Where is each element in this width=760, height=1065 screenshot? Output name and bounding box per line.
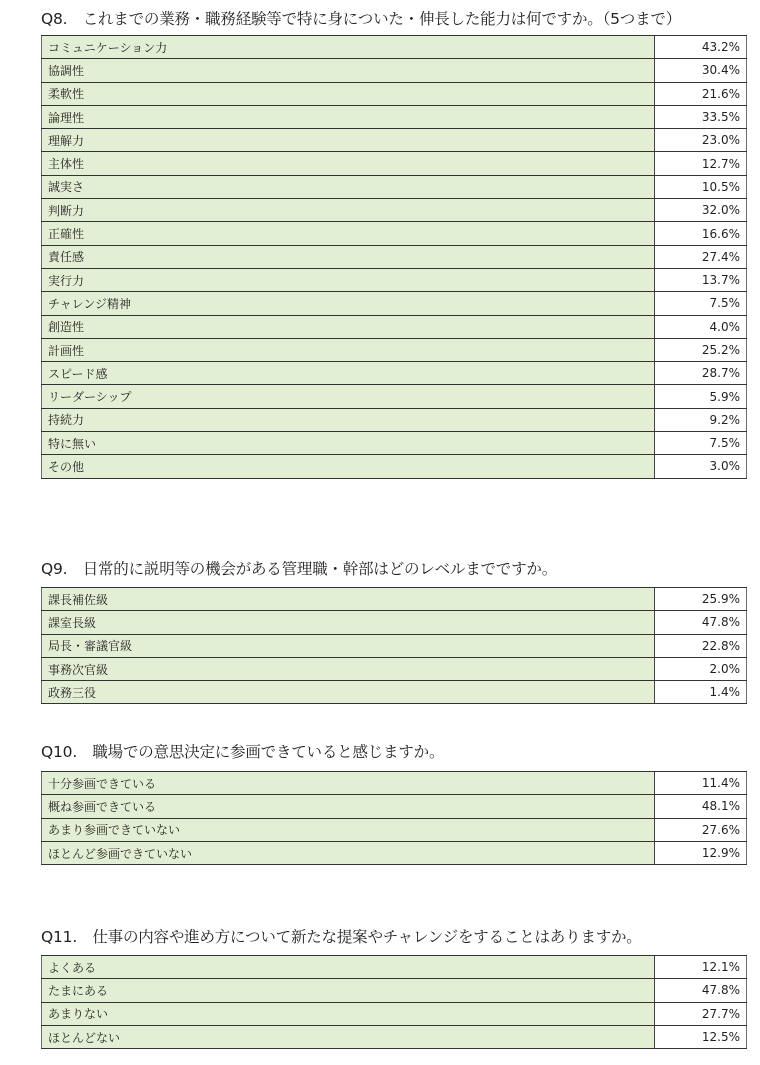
- option-percent: 16.6%: [655, 222, 747, 245]
- option-percent: 21.6%: [655, 82, 747, 105]
- table-row: [42, 408, 747, 431]
- table-row: [42, 432, 747, 455]
- table-row: [42, 175, 747, 198]
- option-percent: 12.7%: [655, 152, 747, 175]
- option-percent: 7.5%: [655, 292, 747, 315]
- option-percent: 23.0%: [655, 129, 747, 152]
- table-row: [42, 1025, 747, 1048]
- option-label: 創造性: [42, 315, 655, 338]
- option-percent: 47.8%: [655, 979, 747, 1002]
- option-label: 政務三役: [42, 681, 655, 704]
- option-label: 実行力: [42, 268, 655, 291]
- table-row: [42, 105, 747, 128]
- option-label: あまり参画できていない: [42, 818, 655, 841]
- table-row: [42, 385, 747, 408]
- option-percent: 9.2%: [655, 408, 747, 431]
- option-percent: 7.5%: [655, 432, 747, 455]
- option-label: 特に無い: [42, 432, 655, 455]
- option-percent: 13.7%: [655, 268, 747, 291]
- option-label: 責任感: [42, 245, 655, 268]
- table-row: [42, 362, 747, 385]
- option-label: チャレンジ精神: [42, 292, 655, 315]
- question-title: Q9. 日常的に説明等の機会がある管理職・幹部はどのレベルまでですか。: [41, 560, 557, 578]
- question-title: Q10. 職場での意思決定に参画できていると感じますか。: [41, 743, 445, 761]
- option-percent: 25.2%: [655, 338, 747, 361]
- option-label: よくある: [42, 956, 655, 979]
- option-percent: 22.8%: [655, 634, 747, 657]
- option-percent: 3.0%: [655, 455, 747, 478]
- option-label: その他: [42, 455, 655, 478]
- option-percent: 27.4%: [655, 245, 747, 268]
- option-label: ほとんどない: [42, 1025, 655, 1048]
- option-label: あまりない: [42, 1002, 655, 1025]
- question-title: Q11. 仕事の内容や進め方について新たな提案やチャレンジをすることはありますか。: [41, 928, 642, 946]
- option-label: 協調性: [42, 59, 655, 82]
- table-row: [42, 245, 747, 268]
- option-label: スピード感: [42, 362, 655, 385]
- table-row: [42, 841, 747, 864]
- option-percent: 43.2%: [655, 36, 747, 59]
- question-title: Q8. これまでの業務・職務経験等で特に身についた・伸長した能力は何ですか。（5つまで）: [41, 10, 681, 28]
- option-label: 計画性: [42, 338, 655, 361]
- table-row: [42, 36, 747, 59]
- table-row: [42, 222, 747, 245]
- option-label: たまにある: [42, 979, 655, 1002]
- table-row: [42, 338, 747, 361]
- option-percent: 32.0%: [655, 199, 747, 222]
- option-label: 事務次官級: [42, 657, 655, 680]
- table-row: [42, 657, 747, 680]
- option-percent: 25.9%: [655, 588, 747, 611]
- response-table: [41, 587, 747, 704]
- option-label: 判断力: [42, 199, 655, 222]
- option-label: 持続力: [42, 408, 655, 431]
- option-label: 十分参画できている: [42, 772, 655, 795]
- table-row: [42, 152, 747, 175]
- option-label: 主体性: [42, 152, 655, 175]
- table-row: [42, 772, 747, 795]
- option-label: 論理性: [42, 105, 655, 128]
- option-label: 課室長級: [42, 611, 655, 634]
- table-row: [42, 1002, 747, 1025]
- option-label: 概ね参画できている: [42, 795, 655, 818]
- option-label: コミュニケーション力: [42, 36, 655, 59]
- table-row: [42, 59, 747, 82]
- option-percent: 48.1%: [655, 795, 747, 818]
- table-row: [42, 268, 747, 291]
- option-percent: 12.9%: [655, 841, 747, 864]
- table-row: [42, 315, 747, 338]
- option-percent: 2.0%: [655, 657, 747, 680]
- table-row: [42, 292, 747, 315]
- option-percent: 28.7%: [655, 362, 747, 385]
- response-table: [41, 771, 747, 865]
- option-label: 誠実さ: [42, 175, 655, 198]
- option-label: 課長補佐級: [42, 588, 655, 611]
- option-percent: 12.1%: [655, 956, 747, 979]
- option-percent: 27.6%: [655, 818, 747, 841]
- option-percent: 5.9%: [655, 385, 747, 408]
- option-label: 理解力: [42, 129, 655, 152]
- option-percent: 10.5%: [655, 175, 747, 198]
- option-percent: 27.7%: [655, 1002, 747, 1025]
- option-label: 局長・審議官級: [42, 634, 655, 657]
- table-row: [42, 681, 747, 704]
- response-table: [41, 955, 747, 1049]
- option-label: 正確性: [42, 222, 655, 245]
- table-row: [42, 82, 747, 105]
- option-percent: 11.4%: [655, 772, 747, 795]
- table-row: [42, 956, 747, 979]
- option-percent: 30.4%: [655, 59, 747, 82]
- option-percent: 4.0%: [655, 315, 747, 338]
- table-row: [42, 795, 747, 818]
- table-row: [42, 588, 747, 611]
- option-label: ほとんど参画できていない: [42, 841, 655, 864]
- table-row: [42, 818, 747, 841]
- option-percent: 33.5%: [655, 105, 747, 128]
- table-row: [42, 199, 747, 222]
- option-percent: 47.8%: [655, 611, 747, 634]
- option-label: リーダーシップ: [42, 385, 655, 408]
- response-table: [41, 35, 747, 479]
- option-label: 柔軟性: [42, 82, 655, 105]
- table-row: [42, 979, 747, 1002]
- table-row: [42, 129, 747, 152]
- table-row: [42, 634, 747, 657]
- option-percent: 12.5%: [655, 1025, 747, 1048]
- table-row: [42, 455, 747, 478]
- option-percent: 1.4%: [655, 681, 747, 704]
- table-row: [42, 611, 747, 634]
